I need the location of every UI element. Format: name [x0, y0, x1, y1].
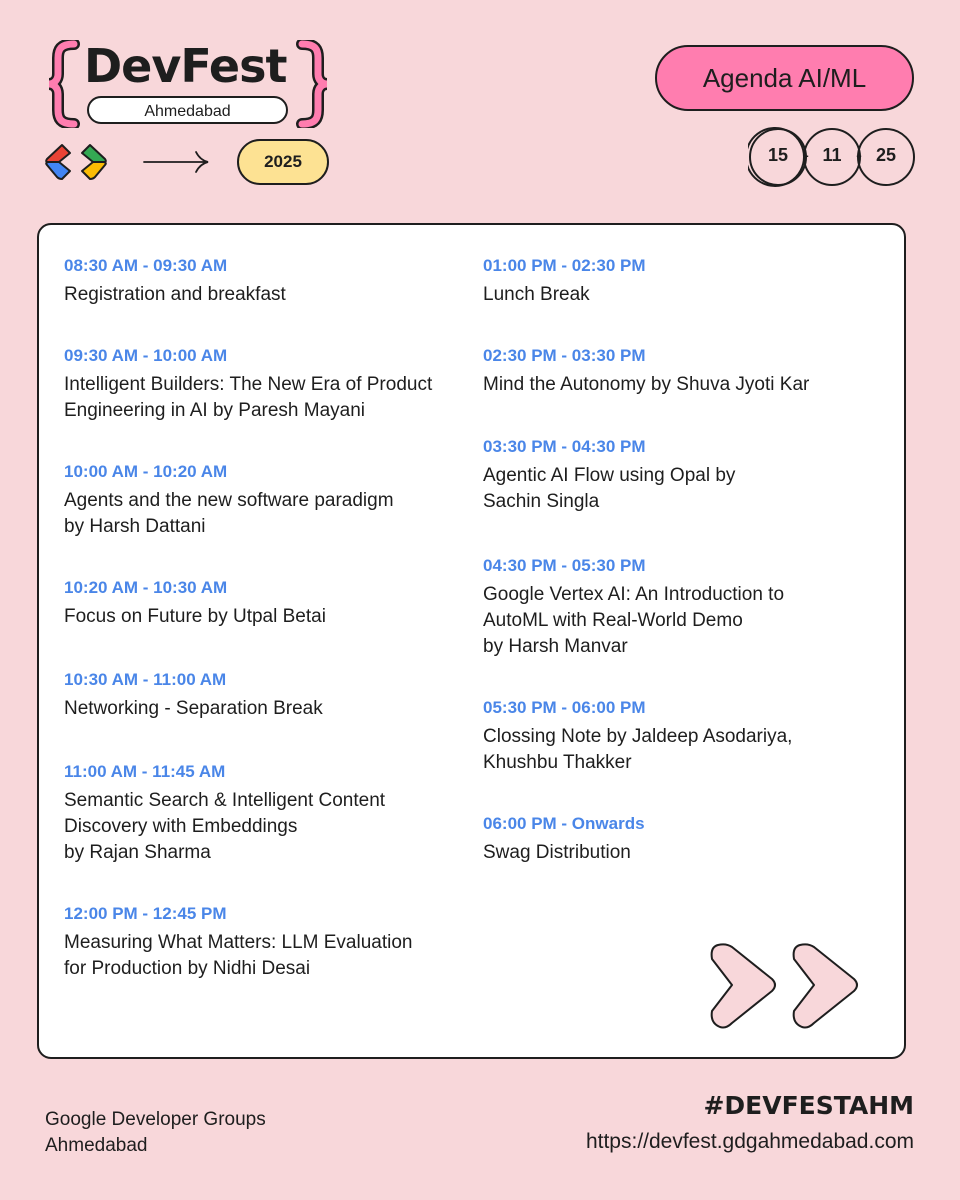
date-separator: - [856, 145, 862, 165]
session-title-line: Agents and the new software paradigm [64, 490, 394, 511]
session-item [64, 256, 464, 308]
left-brace-icon [44, 40, 82, 128]
session-title [483, 840, 883, 866]
city-label: Ahmedabad [87, 96, 288, 124]
session-item [483, 814, 883, 866]
date-month: 11 [822, 145, 842, 165]
session-title-line: Focus on Future by Utpal Betai [64, 606, 326, 627]
date-year: 25 [875, 145, 897, 165]
session-time: 10:20 AM - 10:30 AM [64, 578, 228, 597]
session-title [64, 604, 464, 630]
session-title-line: for Production by Nidhi Desai [64, 958, 311, 979]
session-title [483, 724, 883, 776]
session-title-line: AutoML with Real-World Demo [483, 610, 743, 631]
session-item [64, 904, 464, 982]
session-title-line: Agentic AI Flow using Opal by [483, 465, 736, 486]
session-item [64, 462, 464, 540]
session-title [483, 582, 883, 660]
session-title-line: Swag Distribution [483, 842, 631, 863]
session-title-line: Google Vertex AI: An Introduction to [483, 584, 785, 605]
session-title-line: Measuring What Matters: LLM Evaluation [64, 932, 413, 953]
session-time: 03:30 PM - 04:30 PM [483, 437, 646, 456]
footer-links [586, 1090, 914, 1158]
session-title [64, 696, 464, 722]
session-title-line: by Rajan Sharma [64, 842, 211, 863]
devfest-title: DevFest [84, 39, 287, 93]
website-link[interactable]: https://devfest.gdgahmedabad.com [585, 1130, 914, 1153]
session-time: 12:00 PM - 12:45 PM [64, 904, 227, 923]
session-title-line: Sachin Singla [483, 491, 600, 512]
session-item [64, 762, 464, 866]
arrow-right-icon [142, 150, 212, 179]
session-title [64, 282, 464, 308]
session-title [483, 463, 883, 515]
double-chevron-icon [708, 941, 864, 1036]
session-title-line: Intelligent Builders: The New Era of Product [64, 374, 433, 395]
session-title-line: Registration and breakfast [64, 284, 286, 305]
date-separator: - [803, 145, 809, 165]
session-item [64, 578, 464, 630]
session-time: 09:30 AM - 10:00 AM [64, 346, 228, 365]
organizer-city: Ahmedabad [45, 1135, 148, 1156]
session-title-line: Clossing Note by Jaldeep Asodariya, [483, 726, 793, 747]
session-item [64, 670, 464, 722]
session-title-line: Networking - Separation Break [64, 698, 323, 719]
session-time: 05:30 PM - 06:00 PM [483, 698, 646, 717]
session-item [64, 346, 464, 424]
session-item [483, 256, 883, 308]
gdg-logo-icon [44, 142, 116, 187]
session-item [483, 346, 883, 398]
session-title [64, 788, 464, 866]
agenda-label: Agenda AI/ML [655, 45, 914, 111]
session-title-line: Engineering in AI by Paresh Mayani [64, 400, 366, 421]
session-title-line: Discovery with Embeddings [64, 816, 298, 837]
session-title [64, 372, 464, 424]
session-time: 01:00 PM - 02:30 PM [483, 256, 646, 275]
session-time: 11:00 AM - 11:45 AM [64, 762, 226, 781]
session-item [483, 437, 883, 515]
session-title-line: Khushbu Thakker [483, 752, 632, 773]
session-title [64, 930, 464, 982]
session-title-line: Lunch Break [483, 284, 590, 305]
session-title-line: by Harsh Manvar [483, 636, 628, 657]
year-badge: 2025 [237, 139, 329, 185]
organizer [45, 1107, 266, 1159]
session-title [483, 372, 883, 398]
hashtag: #DEVFESTAHM [703, 1091, 914, 1120]
session-time: 10:30 AM - 11:00 AM [64, 670, 227, 689]
session-title-line: Mind the Autonomy by Shuva Jyoti Kar [483, 374, 810, 395]
session-time: 04:30 PM - 05:30 PM [483, 556, 646, 575]
session-time: 10:00 AM - 10:20 AM [64, 462, 228, 481]
organizer-name: Google Developer Groups [45, 1109, 266, 1130]
session-title-line: by Harsh Dattani [64, 516, 206, 537]
session-time: 08:30 AM - 09:30 AM [64, 256, 228, 275]
right-brace-icon [294, 40, 332, 128]
session-title [483, 282, 883, 308]
session-item [483, 698, 883, 776]
session-time: 06:00 PM - Onwards [483, 814, 645, 833]
session-item [483, 556, 883, 660]
session-title [64, 488, 464, 540]
date-day: 15 [767, 145, 789, 165]
session-time: 02:30 PM - 03:30 PM [483, 346, 646, 365]
session-title-line: Semantic Search & Intelligent Content [64, 790, 386, 811]
